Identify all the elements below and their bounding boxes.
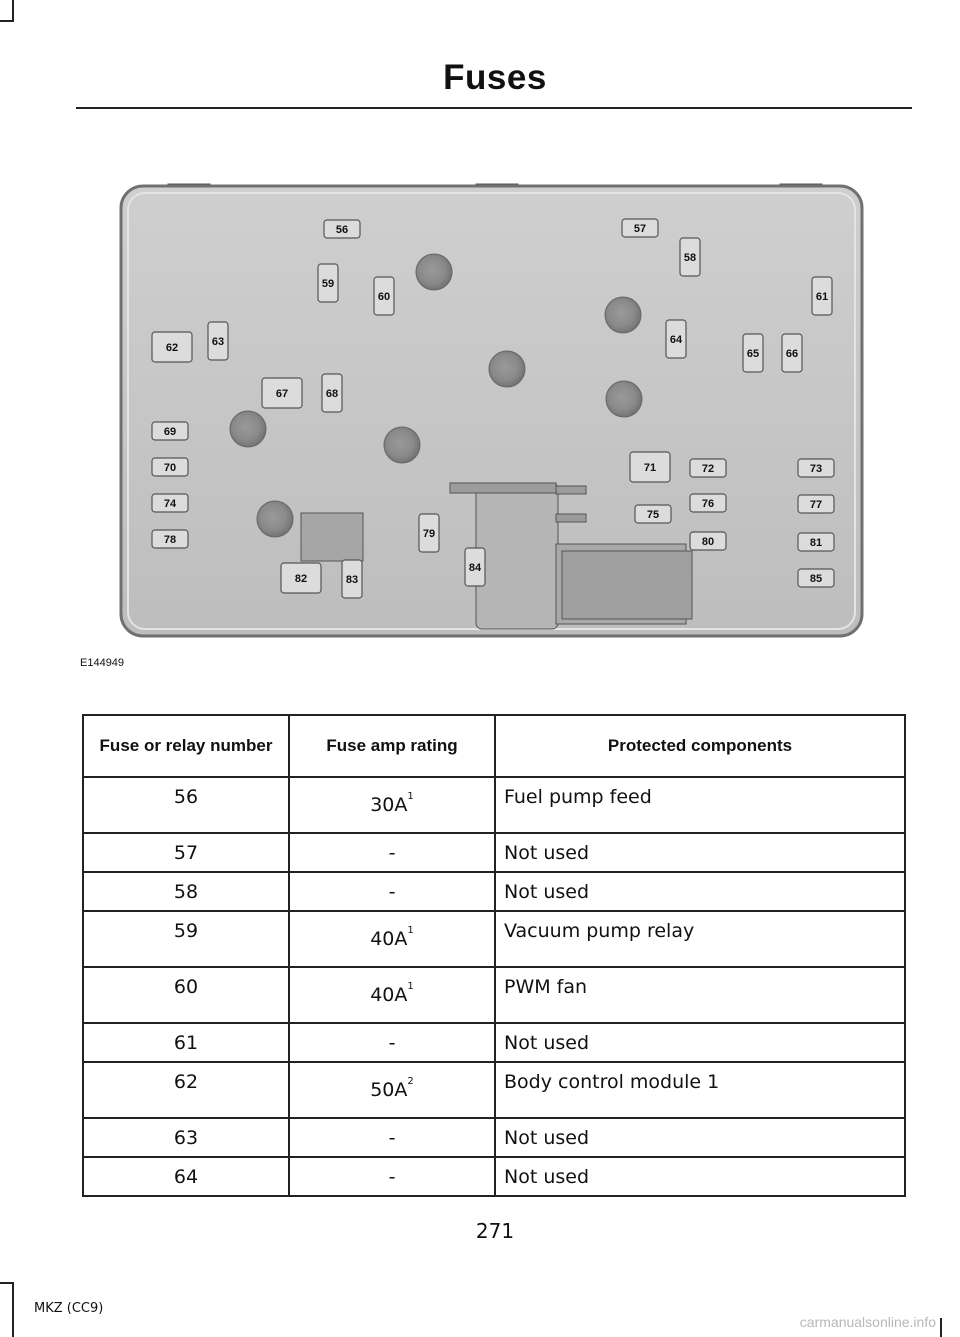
fuse-62 xyxy=(152,332,192,362)
fuse-label: 65 xyxy=(746,348,760,360)
page-number: 271 xyxy=(475,1219,515,1243)
amp-rating-cell xyxy=(289,1118,495,1157)
fuse-60 xyxy=(374,277,394,315)
crop-mark xyxy=(940,1318,942,1337)
fuse-78 xyxy=(152,530,188,548)
amp-rating-cell xyxy=(289,1157,495,1196)
crop-mark xyxy=(12,1282,14,1337)
fuse-label: 85 xyxy=(809,573,823,585)
fuse-label: 69 xyxy=(163,426,177,438)
fuse-64 xyxy=(666,320,686,358)
fuse-label: 62 xyxy=(165,342,179,354)
fuse-83 xyxy=(342,560,362,598)
fuse-77 xyxy=(798,495,834,513)
model-label: MKZ (CC9) xyxy=(34,1301,104,1316)
fuse-label: 59 xyxy=(321,278,335,290)
amp-value: - xyxy=(388,1166,396,1188)
fuse-label: 81 xyxy=(809,537,823,549)
amp-value: - xyxy=(388,881,396,903)
header-rule xyxy=(76,107,912,109)
fuse-56 xyxy=(324,220,360,238)
fuse-number-cell: 60 xyxy=(83,967,289,1023)
footnote-ref: 1 xyxy=(407,981,414,992)
crop-mark xyxy=(0,1282,14,1284)
fuse-label: 82 xyxy=(294,573,308,585)
fuse-number-cell: 56 xyxy=(83,777,289,833)
amp-value: - xyxy=(388,842,396,864)
fuse-79 xyxy=(419,514,439,552)
fuse-label: 74 xyxy=(163,498,177,510)
fuse-75 xyxy=(635,505,671,523)
fuse-number-cell: 64 xyxy=(83,1157,289,1196)
column-header-components: Protected components xyxy=(495,715,905,777)
fuse-71 xyxy=(630,452,670,482)
fuse-76 xyxy=(690,494,726,512)
table-row xyxy=(83,1062,905,1118)
fuse-number-cell: 61 xyxy=(83,1023,289,1062)
fuse-label: 73 xyxy=(809,463,823,475)
fuse-number-cell: 59 xyxy=(83,911,289,967)
fuse-label: 83 xyxy=(345,574,359,586)
crop-mark xyxy=(12,0,14,22)
column-header-amp: Fuse amp rating xyxy=(289,715,495,777)
fuse-number-cell: 58 xyxy=(83,872,289,911)
fuse-80 xyxy=(690,532,726,550)
fuse-73 xyxy=(798,459,834,477)
fuse-number-cell: 57 xyxy=(83,833,289,872)
fuse-81 xyxy=(798,533,834,551)
fuse-label: 71 xyxy=(643,462,657,474)
amp-rating-cell xyxy=(289,777,495,833)
fuse-label: 75 xyxy=(646,509,660,521)
table-row xyxy=(83,833,905,872)
table-row xyxy=(83,872,905,911)
amp-rating-cell xyxy=(289,833,495,872)
fuse-69 xyxy=(152,422,188,440)
fuse-68 xyxy=(322,374,342,412)
table-row xyxy=(83,967,905,1023)
fuse-58 xyxy=(680,238,700,276)
fuse-box-diagram xyxy=(118,181,866,641)
fuse-label: 56 xyxy=(335,224,349,236)
amp-value: 40A xyxy=(370,984,408,1006)
fuse-label: 67 xyxy=(275,388,289,400)
protected-component-cell: Not used xyxy=(495,1157,905,1196)
amp-value: - xyxy=(388,1127,396,1149)
fuse-61 xyxy=(812,277,832,315)
fuse-label: 80 xyxy=(701,536,715,548)
protected-component-cell: Not used xyxy=(495,872,905,911)
fuse-85 xyxy=(798,569,834,587)
table-row xyxy=(83,1023,905,1062)
fuse-67 xyxy=(262,378,302,408)
fuse-72 xyxy=(690,459,726,477)
fuse-number-cell: 63 xyxy=(83,1118,289,1157)
protected-component-cell: Not used xyxy=(495,1023,905,1062)
amp-value: - xyxy=(388,1032,396,1054)
fuse-label: 78 xyxy=(163,534,177,546)
fuse-label: 76 xyxy=(701,498,715,510)
fuse-82 xyxy=(281,563,321,593)
fuse-table xyxy=(82,714,906,1197)
column-header-number: Fuse or relay number xyxy=(83,715,289,777)
fuse-65 xyxy=(743,334,763,372)
amp-rating-cell xyxy=(289,1023,495,1062)
protected-component-cell: Not used xyxy=(495,1118,905,1157)
amp-value: 50A xyxy=(370,1079,408,1101)
table-header-row xyxy=(83,715,905,777)
fuse-label: 70 xyxy=(163,462,177,474)
protected-component-cell: Fuel pump feed xyxy=(495,777,905,833)
footnote-ref: 2 xyxy=(407,1076,414,1087)
watermark: carmanualsonline.info xyxy=(799,1314,936,1330)
fuse-label: 79 xyxy=(422,528,436,540)
fuse-84 xyxy=(465,548,485,586)
page-title: Fuses xyxy=(443,58,547,97)
protected-component-cell: PWM fan xyxy=(495,967,905,1023)
amp-rating-cell xyxy=(289,911,495,967)
table-row xyxy=(83,777,905,833)
fuse-label: 58 xyxy=(683,252,697,264)
fuse-70 xyxy=(152,458,188,476)
fuse-59 xyxy=(318,264,338,302)
amp-rating-cell xyxy=(289,872,495,911)
table-row xyxy=(83,911,905,967)
fuse-label: 63 xyxy=(211,336,225,348)
figure-id: E144949 xyxy=(80,657,125,669)
amp-value: 40A xyxy=(370,928,408,950)
protected-component-cell: Not used xyxy=(495,833,905,872)
fuse-label: 66 xyxy=(785,348,799,360)
fuse-label: 61 xyxy=(815,291,829,303)
fuse-number-cell: 62 xyxy=(83,1062,289,1118)
fuse-label: 84 xyxy=(468,562,482,574)
fuse-label: 77 xyxy=(809,499,823,511)
fuse-label: 68 xyxy=(325,388,339,400)
crop-mark xyxy=(0,20,14,22)
footnote-ref: 1 xyxy=(407,925,414,936)
amp-rating-cell xyxy=(289,967,495,1023)
amp-value: 30A xyxy=(370,794,408,816)
table-row xyxy=(83,1118,905,1157)
fuse-label: 64 xyxy=(669,334,683,346)
fuse-label: 72 xyxy=(701,463,715,475)
protected-component-cell: Body control module 1 xyxy=(495,1062,905,1118)
fuse-label: 60 xyxy=(377,291,391,303)
footnote-ref: 1 xyxy=(407,791,414,802)
amp-rating-cell xyxy=(289,1062,495,1118)
fuse-label: 57 xyxy=(633,223,647,235)
protected-component-cell: Vacuum pump relay xyxy=(495,911,905,967)
table-row xyxy=(83,1157,905,1196)
fuse-66 xyxy=(782,334,802,372)
fuse-57 xyxy=(622,219,658,237)
fuse-63 xyxy=(208,322,228,360)
fuse-74 xyxy=(152,494,188,512)
